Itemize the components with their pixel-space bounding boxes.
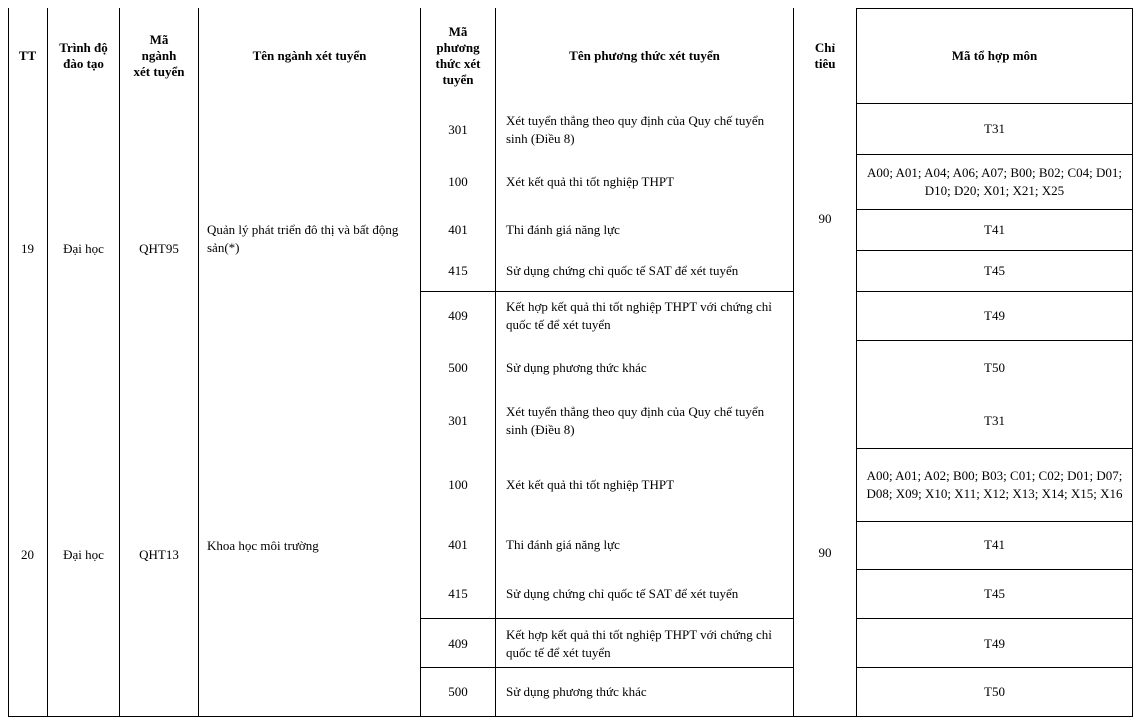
method-code: 415 [448,263,468,278]
method-code: 401 [448,222,468,237]
method-name: Thi đánh giá năng lực [506,537,620,552]
header-ten-phuong-thuc: Tên phương thức xét tuyển [569,47,720,63]
method-code: 401 [448,537,468,552]
grid-line [857,618,1133,619]
header-ma-nganh: Mã ngành xét tuyển [133,31,185,79]
method-code: 409 [448,635,468,651]
grid-line [47,8,48,717]
combo-cell: T41 [984,537,1005,552]
method-code: 415 [448,586,468,601]
method-name: Kết hợp kết quả thi tốt nghiệp THPT với chứng chỉ quốc tế để xét tuyển [506,299,772,332]
header-tt: TT [18,47,37,63]
grid-line [857,154,1133,155]
grid-line [857,103,1133,104]
header-ma-phuong-thuc: Mã phương thức xét tuyển [435,23,481,87]
method-code: 100 [448,477,468,492]
combo-cell: T49 [984,308,1005,323]
grid-line [857,291,1133,292]
grid-line [856,8,857,717]
header-trinh-do: Trình độ đào tạo [59,39,108,71]
method-name: Sử dụng phương thức khác [506,683,647,699]
method-name: Xét kết quả thi tốt nghiệp THPT [506,174,675,189]
grid-line [857,250,1133,251]
combo-cell: T49 [984,635,1005,651]
grid-line [857,8,1133,9]
grid-line [420,8,421,717]
method-code: 500 [448,359,468,375]
combo-cell: T41 [984,222,1005,237]
program-19-ten-nganh: Quản lý phát triển đô thị và bất động sản(*) [207,222,399,255]
program-19-chi-tieu: 90 [818,211,832,226]
method-name: Sử dụng chứng chỉ quốc tế SAT để xét tuyển [506,263,739,278]
method-name: Xét tuyển thẳng theo quy định của Quy chế tuyển sinh (Điều 8) [506,404,765,437]
method-code: 301 [448,122,468,137]
grid-line [495,8,496,717]
program-20-ten-nganh: Khoa học môi trường [207,538,319,553]
program-20-trinh-do: Đại học [63,547,104,562]
grid-line [793,8,794,717]
combo-cell: A00; A01; A04; A06; A07; B00; B02; C04; D01; D10; D20; X01; X21; X25 [867,164,1122,198]
grid-line [857,569,1133,570]
method-name: Thi đánh giá năng lực [506,222,620,237]
program-20-ma-nganh: QHT13 [139,547,179,562]
grid-line [420,291,794,292]
program-20-chi-tieu: 90 [818,545,832,560]
grid-line [857,667,1133,668]
method-name: Sử dụng phương thức khác [506,359,647,375]
grid-line [198,8,199,717]
combo-cell: T50 [984,683,1005,699]
grid-line [119,8,120,717]
method-code: 100 [448,174,468,189]
method-code: 301 [448,413,468,428]
method-name: Kết hợp kết quả thi tốt nghiệp THPT với chứng chỉ quốc tế để xét tuyển [506,626,772,660]
program-19-trinh-do: Đại học [63,241,104,256]
method-code: 500 [448,683,468,699]
grid-line [857,340,1133,341]
program-19-ma-nganh: QHT95 [139,241,179,256]
method-name: Sử dụng chứng chỉ quốc tế SAT để xét tuyển [506,586,739,601]
method-name: Xét tuyển thẳng theo quy định của Quy chế tuyển sinh (Điều 8) [506,113,765,146]
grid-line [1132,8,1133,717]
header-to-hop: Mã tổ hợp môn [951,47,1038,63]
combo-cell: T31 [984,121,1005,136]
program-20-tt: 20 [21,547,34,562]
method-name: Xét kết quả thi tốt nghiệp THPT [506,477,675,492]
method-code: 409 [448,308,468,323]
grid-line [857,521,1133,522]
grid-line [857,448,1133,449]
grid-line [857,209,1133,210]
grid-line [420,618,794,619]
combo-cell: T50 [984,359,1005,375]
combo-cell: T31 [984,413,1005,428]
grid-line [8,716,1133,717]
program-19-tt: 19 [21,241,34,256]
header-ten-nganh: Tên ngành xét tuyển [252,47,367,63]
combo-cell: A00; A01; A02; B00; B03; C01; C02; D01; D07; D08; X09; X10; X11; X12; X13; X14; X15; X16 [866,468,1123,501]
header-chi-tieu: Chỉ tiêu [814,39,836,71]
combo-cell: T45 [984,586,1005,601]
grid-line [8,8,9,717]
combo-cell: T45 [984,263,1005,278]
grid-line [420,667,794,668]
